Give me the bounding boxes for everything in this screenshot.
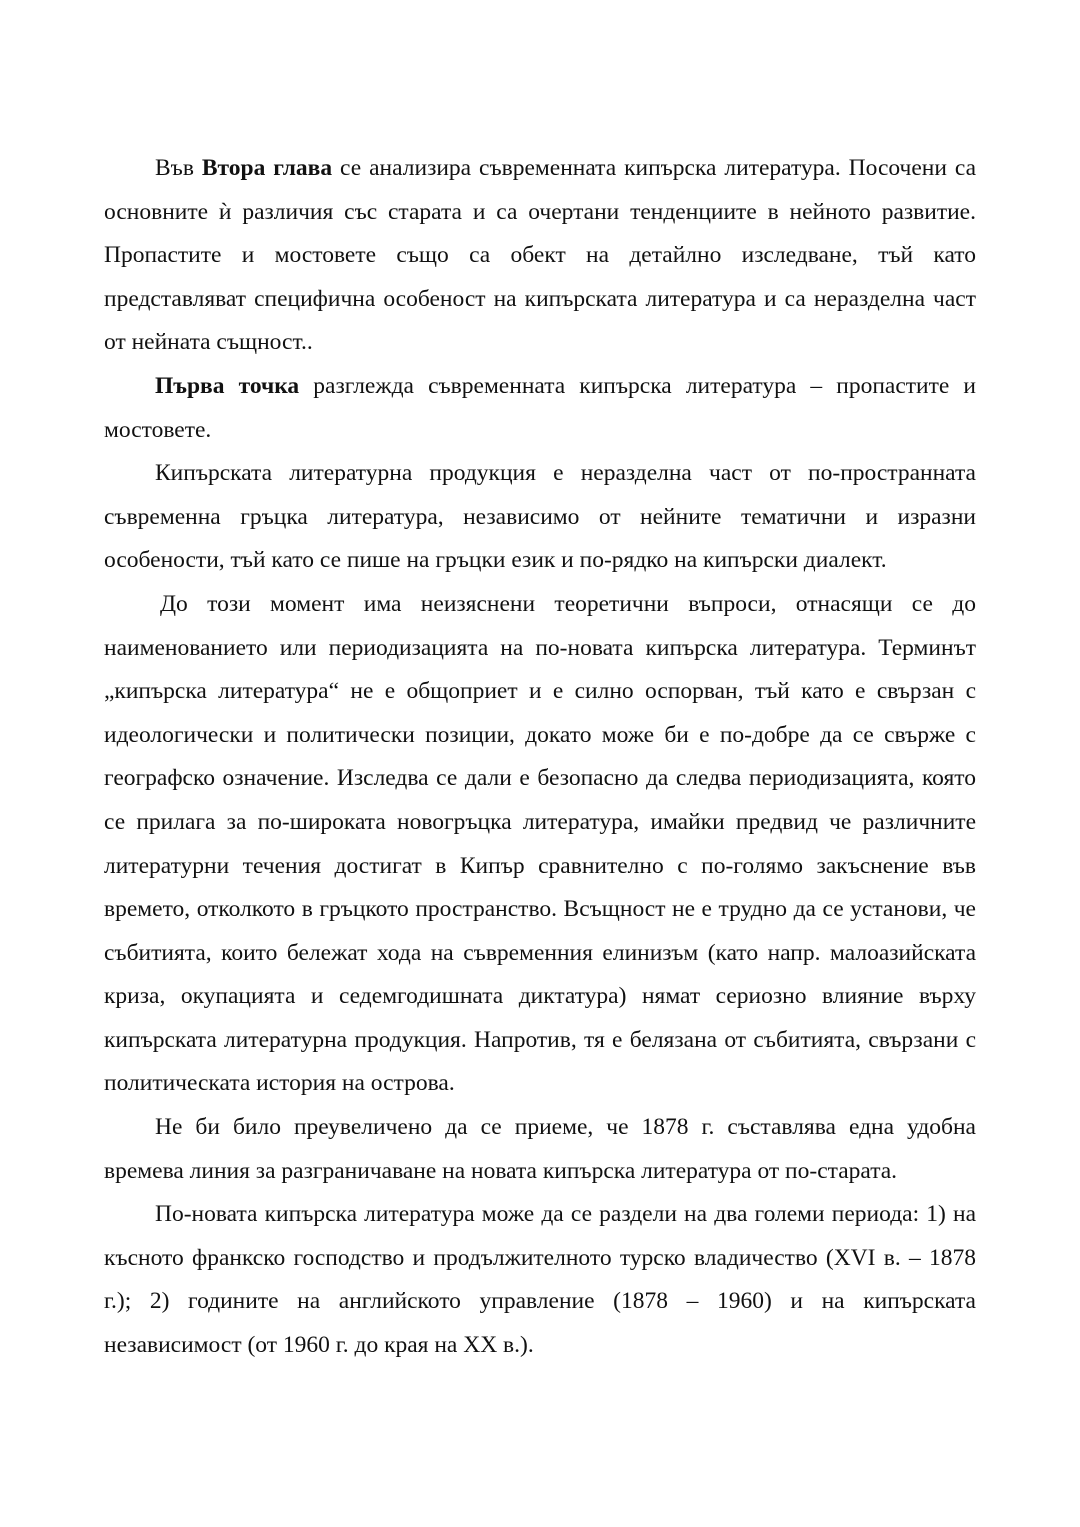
paragraph-periods: По-новата кипърска литература може да се раздели на два големи периода: 1) на късното франкско господство и продължителното турско владичество (XVI в. – 1878 г.); 2) годините на английското управление (1878 – 1960) и на кипърската независимост (от 1960 г. до края на XX в.).	[104, 1201, 976, 1359]
paragraph-text: разглежда съвременната кипърска литература – пропастите и мостовете.	[104, 372, 976, 443]
paragraph-literary-production: Кипърската литературна продукция е неразделна част от по-пространната съвременна гръцка литература, независимо от нейните тематични и изразни особености, тъй като се пише на гръцки език и по-рядко на кипърски диалект.	[104, 460, 976, 574]
paragraph-timeline-1878: Не би било преувеличено да се приеме, че 1878 г. съставлява една удобна времева линия за разграничаване на новата кипърска литература от по-старата.	[104, 1114, 976, 1184]
paragraph-text: се анализира съвременната кипърска литература. Посочени са основните ѝ различия със старата и са очертани тенденциите в нейното развитие. Пропастите и мостовете също са обект на детайлно изследване, тъй като представляват специфична особеност на кипърската литература и са неразделна част от нейната същност..	[104, 155, 977, 356]
bold-term-chapter-two: Втора глава	[201, 155, 333, 181]
paragraph-point-one	[104, 365, 976, 452]
paragraph-theoretical-questions: До този момент има неизяснени теоретични въпроси, отнасящи се до наименованието или периодизацията на по-новата кипърска литература. Терминът „кипърска литература“ не е общоприет и е силно оспорван, тъй като е свързан с идеологически и политически позиции, докато може би е по-добре да се свърже с географско означение. Изследва се дали е безопасно да следва периодизацията, която се прилага за по-широката новогръцка литература, имайки предвид че различните литературни течения достигат в Кипър сравнително с по-голямо закъснение във времето, отколкото в гръцкото пространство. Всъщност не е трудно да се установи, че събитията, които бележат хода на съвременния елинизъм (като напр. малоазийската криза, окупацията и седемгодишната диктатура) нямат сериозно влияние върху кипърската литературна продукция. Напротив, тя е белязана от събитията, свързани с политическата история на острова.	[104, 590, 976, 1097]
bold-term-point-one: Първа точка	[155, 372, 300, 399]
paragraph-chapter-two	[104, 147, 976, 365]
paragraph-lead-text: Във	[155, 155, 202, 181]
document-body	[104, 147, 976, 1368]
